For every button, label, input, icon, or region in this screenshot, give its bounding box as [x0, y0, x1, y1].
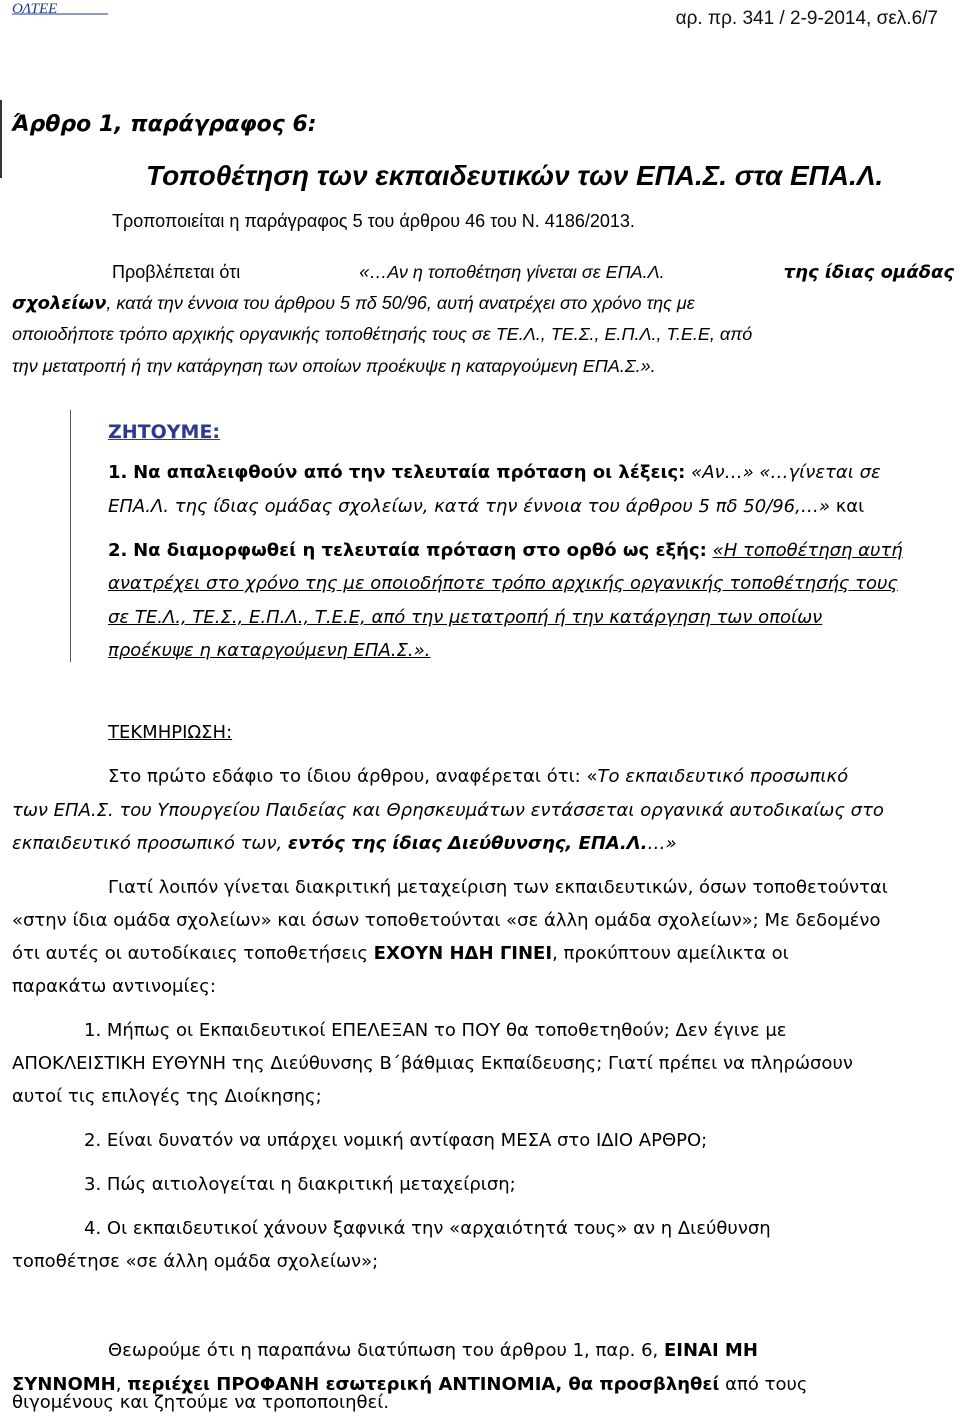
- just-p1-line-2: των ΕΠΑ.Σ. του Υπουργείου Παιδείας και Θρησκευμάτων εντάσσεται οργανικά αυτοδικαίως στο: [12, 800, 884, 821]
- conclusion-line-2-b: ,: [115, 1374, 122, 1395]
- just-p2-line-4: παρακάτω αντινομίες:: [12, 976, 216, 997]
- item-2-bold-text: Να διαμορφωθεί η τελευταία πρόταση στο ορθό ως εξής:: [133, 540, 707, 561]
- just-p2-line-3-a: ότι αυτές οι αυτοδίκαιες τοποθετήσεις: [12, 943, 368, 964]
- just-p2-line-1: Γιατί λοιπόν γίνεται διακριτική μεταχείριση των εκπαιδευτικών, όσων τοποθετούνται: [108, 877, 888, 898]
- item-1-and: και: [835, 496, 865, 517]
- just-p2-line-3-b: ΕΧΟΥΝ ΗΔΗ ΓΙΝΕΙ: [373, 943, 553, 964]
- article-left-border: [0, 100, 2, 178]
- quote-line-1: [112, 262, 954, 283]
- just-p1-line-3-b: εντός της ίδιας Διεύθυνσης, ΕΠΑ.Λ.: [288, 833, 648, 854]
- reference-number: αρ. πρ. 341 / 2-9-2014, σελ.6/7: [675, 8, 938, 29]
- question-1-line-1: 1. Μήπως οι Εκπαιδευτικοί ΕΠΕΛΕΞΑΝ το ΠΟΥ θα τοποθετηθούν; Δεν έγινε με: [84, 1020, 787, 1041]
- conclusion-line-2-a: ΣΥΝΝΟΜΗ: [12, 1374, 116, 1395]
- request-item-2-line-3: σε ΤΕ.Λ., ΤΕ.Σ., Ε.Π.Λ., Τ.Ε.Ε, από την μετατροπή ή την κατάργηση των οποίων: [108, 607, 823, 628]
- conclusion-line-2-c: περιέχει ΠΡΟΦΑΝΗ εσωτερική ΑΝΤΙΝΟΜΙΑ, θα προσβληθεί: [127, 1374, 720, 1395]
- quote-line-4: την μετατροπή ή την κατάργηση των οποίων προέκυψε η καταργούμενη ΕΠΑ.Σ.».: [12, 356, 656, 376]
- quote-line-1-b: «…Αν η τοποθέτηση γίνεται σε ΕΠΑ.Λ.: [359, 262, 665, 282]
- organization-logo: [10, 0, 110, 14]
- logo-graphic: [10, 1, 110, 15]
- request-heading: ΖΗΤΟΥΜΕ:: [108, 421, 221, 443]
- conclusion-line-1-b: ΕΙΝΑΙ ΜΗ: [663, 1340, 758, 1361]
- question-3: 3. Πώς αιτιολογείται η διακριτική μεταχείριση;: [84, 1174, 516, 1195]
- logo-text: ΟΛΤΕΕ: [12, 1, 58, 15]
- just-p1-line-3-a: εκπαιδευτικό προσωπικό των,: [12, 833, 283, 854]
- just-p1-line-1-a: Στο πρώτο εδάφιο το ίδιου άρθρου, αναφέρεται ότι: «: [108, 766, 598, 787]
- quote-line-1-a: Προβλέπεται ότι: [112, 262, 241, 282]
- item-1-quote: «Αν…» «…γίνεται σε: [691, 462, 881, 483]
- question-4-line-1: 4. Οι εκπαιδευτικοί χάνουν ξαφνικά την «αρχαιότητά τους» αν η Διεύθυνση: [84, 1218, 771, 1239]
- just-p1-line-1-b: Το εκπαιδευτικό προσωπικό: [597, 766, 849, 787]
- conclusion-line-1: [108, 1340, 758, 1361]
- article-title: Τοποθέτηση των εκπαιδευτικών των ΕΠΑ.Σ. στα ΕΠΑ.Λ.: [146, 160, 884, 191]
- just-p1-line-1: [108, 766, 848, 787]
- justification-heading: ΤΕΚΜΗΡΙΩΣΗ:: [108, 722, 233, 743]
- item-1-number: 1.: [108, 462, 128, 483]
- question-2: 2. Είναι δυνατόν να υπάρχει νομική αντίφαση ΜΕΣΑ στο ΙΔΙΟ ΑΡΘΡΟ;: [84, 1130, 708, 1151]
- just-p1-line-3: [12, 833, 677, 854]
- request-item-2-line-4: προέκυψε η καταργούμενη ΕΠΑ.Σ.».: [108, 640, 431, 661]
- question-1-line-3: αυτοί τις επιλογές της Διοίκησης;: [12, 1086, 322, 1107]
- request-left-border: [70, 410, 71, 662]
- question-4-line-2: τοποθέτησε «σε άλλη ομάδα σχολείων»;: [12, 1251, 379, 1272]
- request-item-1-line-2: [108, 496, 864, 517]
- request-item-2-line-1: [108, 540, 903, 561]
- just-p2-line-2: «στην ίδια ομάδα σχολείων» και όσων τοποθετούνται «σε άλλη ομάδα σχολείων»; Με δεδομένο: [12, 910, 881, 931]
- conclusion-line-3: θιγομένους και ζητούμε να τροποποιηθεί.: [12, 1392, 390, 1413]
- quote-line-2: σχολείων, κατά την έννοια του άρθρου 5 πδ 50/96, αυτή ανατρέχει στο χρόνο της με: [12, 293, 695, 314]
- article-heading: Άρθρο 1, παράγραφος 6:: [12, 112, 317, 137]
- just-p2-line-3-c: , προκύπτουν αμείλικτα οι: [552, 943, 789, 964]
- amendment-text: Τροποποιείται η παράγραφος 5 του άρθρου 46 του Ν. 4186/2013.: [112, 211, 635, 231]
- question-1-line-2: ΑΠΟΚΛΕΙΣΤΙΚΗ ΕΥΘΥΝΗ της Διεύθυνσης Β΄βάθμιας Εκπαίδευσης; Γιατί πρέπει να πληρώσουν: [12, 1053, 853, 1074]
- request-item-1-line-1: [108, 462, 881, 483]
- item-1-bold-text: Να απαλειφθούν από την τελευταία πρόταση οι λέξεις:: [133, 462, 686, 483]
- quote-line-3: οποιοδήποτε τρόπο αρχικής οργανικής τοποθέτησής τους σε ΤΕ.Λ., ΤΕ.Σ., Ε.Π.Λ., Τ.Ε.Ε, από: [12, 324, 753, 344]
- item-1-quote-cont: ΕΠΑ.Λ. της ίδιας ομάδας σχολείων, κατά την έννοια του άρθρου 5 πδ 50/96,…»: [108, 496, 830, 517]
- conclusion-line-2-d: από τους: [725, 1374, 808, 1395]
- conclusion-line-1-a: Θεωρούμε ότι η παραπάνω διατύπωση του άρθρου 1, παρ. 6,: [108, 1340, 659, 1361]
- item-2-quote-start: «Η τοποθέτηση αυτή: [712, 540, 903, 561]
- item-2-number: 2.: [108, 540, 128, 561]
- request-item-2-line-2: ανατρέχει στο χρόνο της με οποιοδήποτε τρόπο αρχικής οργανικής τοποθέτησής τους: [108, 573, 898, 594]
- just-p1-line-3-c: …»: [647, 833, 677, 854]
- quote-line-1-c: της ίδιας ομάδας: [783, 262, 954, 283]
- just-p2-line-3: [12, 943, 789, 964]
